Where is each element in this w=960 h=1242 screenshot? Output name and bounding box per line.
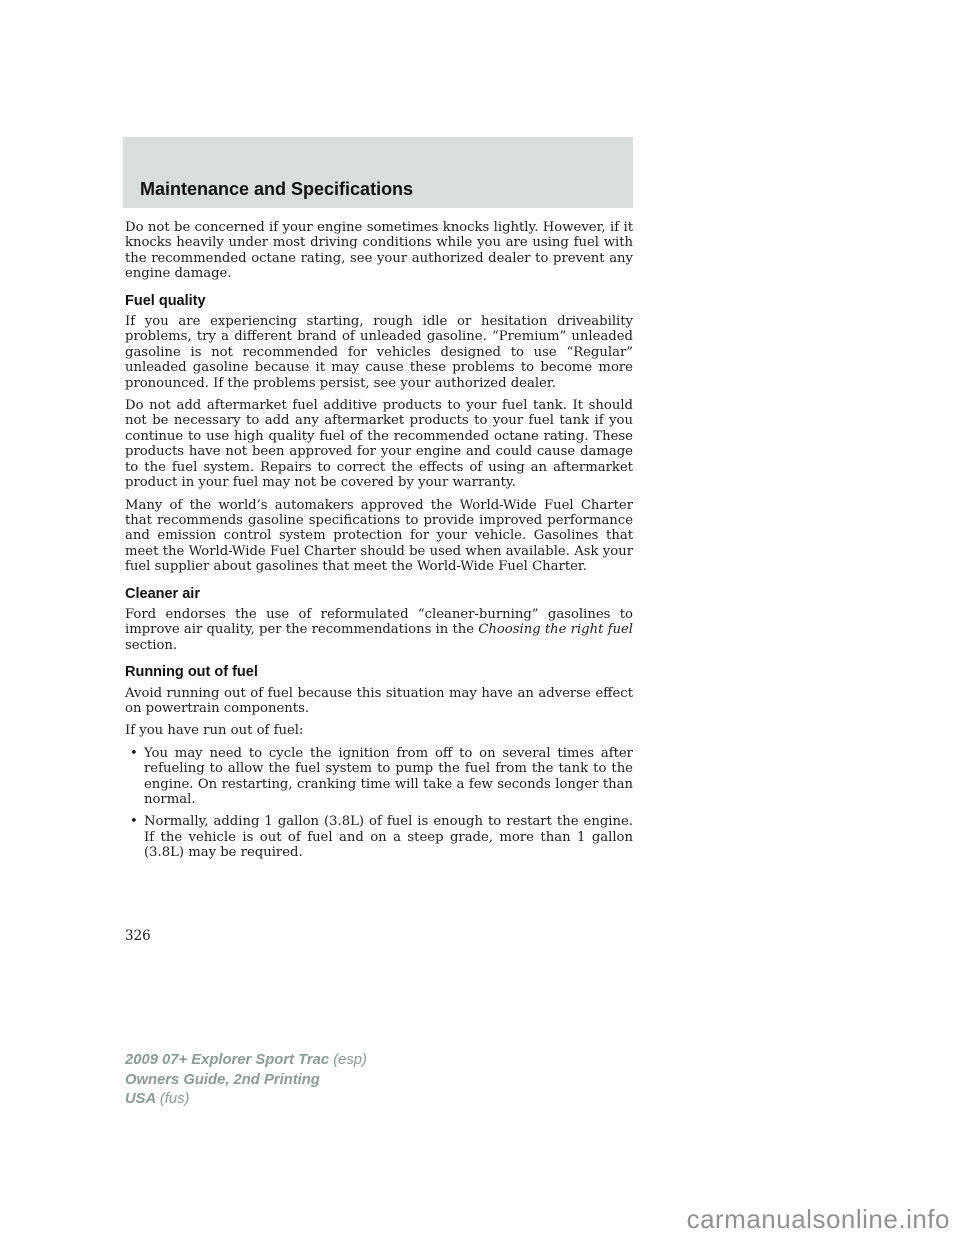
chapter-title: Maintenance and Specifications [140,179,414,199]
section-heading-cleaner-air: Cleaner air [125,585,200,602]
running-out-paragraph-2: If you have run out of fuel: [125,723,304,739]
bullet-icon: • [130,814,138,830]
cleaner-air-text-pre: Ford endorses the use of reformulated “cleaner-burning” gasolines to improve air quality, per the recommendations in the [125,606,633,638]
fuel-quality-paragraph-3: Many of the world’s automakers approved the World-Wide Fuel Charter that recommends gasoline specifications to provide improved performance and emission control system protection for your vehicle. Gasolines that meet the World-Wide Fuel Charter should be used when available. Ask your fuel supplier about gasolines that meet the World-Wide Fuel Charter. [125,497,633,575]
footer-line-1 [125,1051,367,1071]
watermark-carmanualsonline: carmanualsonline.info [686,1204,950,1234]
bullet-text-cycle-ignition: You may need to cycle the ignition from off to on several times after refueling to allow the fuel system to pump the fuel from the tank to the engine. On restarting, cranking time will take a few seconds longer than normal. [144,745,633,807]
footer-lang-code-fus: (fus) [159,1091,190,1107]
section-heading-running-out-of-fuel: Running out of fuel [125,664,258,681]
cleaner-air-text-post: section. [125,637,178,653]
fuel-quality-paragraph-2: Do not add aftermarket fuel additive products to your fuel tank. It should not be necessary to add any aftermarket products to your fuel tank if you continue to use high quality fuel of the recommended octane rating. These products have not been approved for your engine and could cause damage to the fuel system. Repairs to correct the effects of using an aftermarket product in your fuel may not be covered by your warranty. [125,398,633,491]
footer-region: USA [125,1091,156,1107]
section-heading-fuel-quality: Fuel quality [125,292,206,309]
footer-line-3 [125,1090,367,1110]
fuel-quality-paragraph-1: If you are experiencing starting, rough idle or hesitation driveability problems, try a different brand of unleaded gasoline. “Premium” unleaded gasoline is not recommended for vehicles designed to use “Regular” unleaded gasoline because it may cause these problems to become more pronounced. If the problems persist, see your authorized dealer. [125,314,633,391]
footer-line-2 [125,1071,367,1091]
cross-reference-choosing-the-right-fuel: Choosing the right fuel [478,622,633,638]
intro-paragraph: Do not be concerned if your engine sometimes knocks lightly. However, if it knocks heavily under most driving conditions while you are using fuel with the recommended octane rating, see your authorized dealer to prevent any engine damage. [125,220,633,282]
list-item [125,746,633,808]
run-out-of-fuel-bullet-list [125,746,633,861]
page-body [125,220,633,868]
footer-lang-code-esp: (esp) [333,1052,367,1068]
list-item [125,814,633,860]
cleaner-air-paragraph [125,607,633,653]
bullet-text-add-gallon: Normally, adding 1 gallon (3.8L) of fuel is enough to restart the engine. If the vehicle is out of fuel and on a steep grade, more than 1 gallon (3.8L) may be required. [144,814,633,861]
print-footer [125,1051,367,1110]
footer-guide: Owners Guide, 2nd Printing [125,1071,320,1088]
running-out-paragraph-1: Avoid running out of fuel because this situation may have an adverse effect on powertrain components. [125,685,633,716]
page-number: 326 [125,928,151,944]
bullet-icon: • [130,745,138,761]
footer-model: 2009 07+ Explorer Sport Trac [125,1052,330,1068]
chapter-header-bar [123,137,633,208]
